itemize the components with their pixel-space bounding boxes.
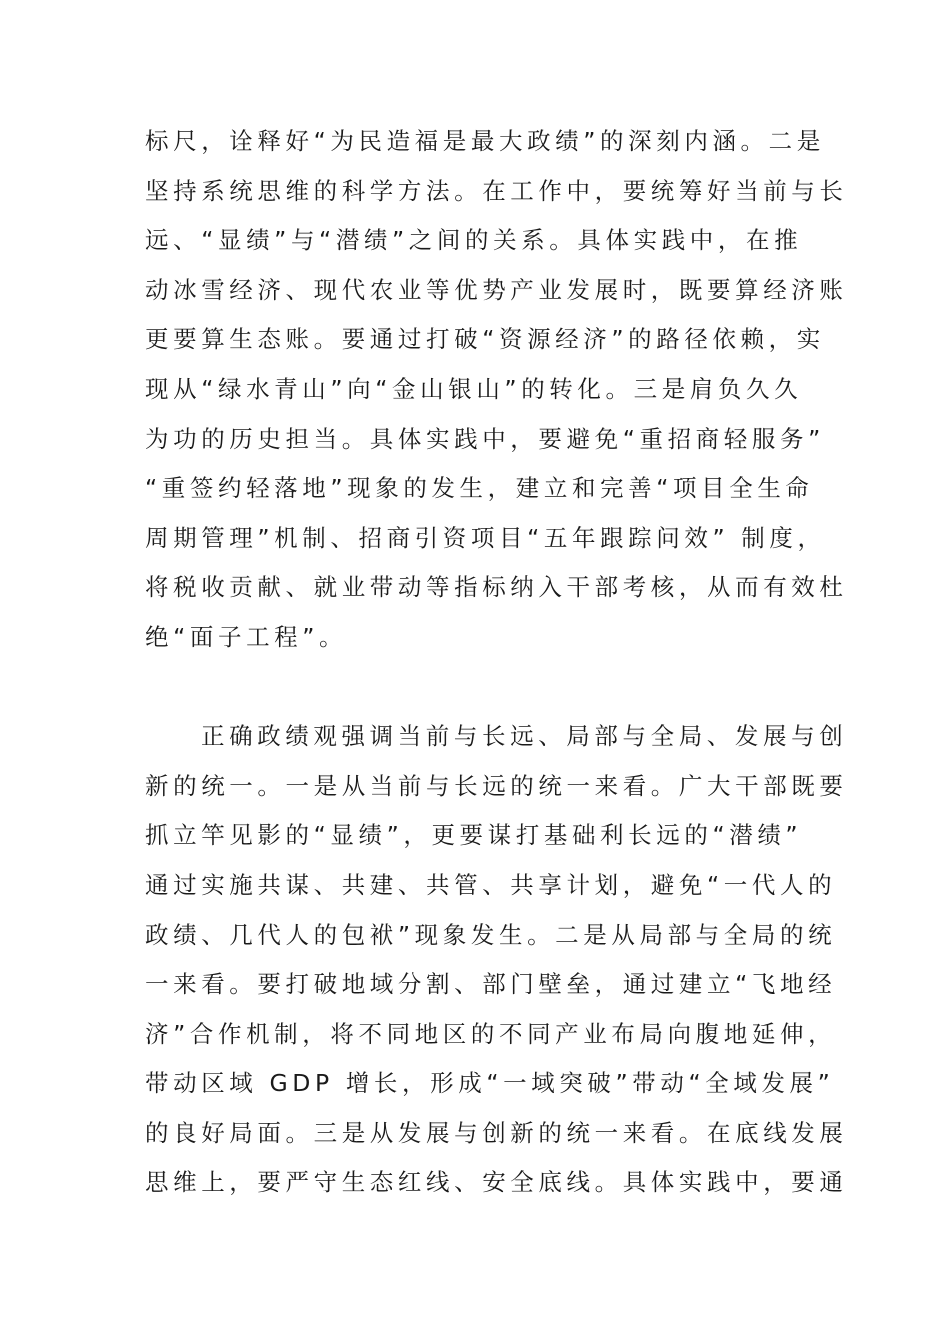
paragraph-1	[145, 117, 848, 663]
text-line: 动冰雪经济、现代农业等优势产业发展时，既要算经济账	[145, 275, 848, 304]
text-line: 标尺，诠释好“为民造福是最大政绩”的深刻内涵。二是	[145, 127, 825, 155]
text-line: 的良好局面。三是从发展与创新的统一来看。在底线发展	[145, 1118, 848, 1147]
text-line: 政绩、几代人的包袱”现象发生。二是从局部与全局的统	[145, 920, 837, 949]
text-line: 带动区域 GDP 增长，形成“一域突破”带动“全域发展”	[145, 1069, 835, 1098]
text-line: 思维上，要严守生态红线、安全底线。具体实践中，要通	[145, 1168, 848, 1197]
text-line: 周期管理”机制、招商引资项目“五年跟踪问效” 制度，	[145, 523, 826, 552]
text-line: 新的统一。一是从当前与长远的统一来看。广大干部既要	[145, 771, 848, 800]
text-line: 为功的历史担当。具体实践中，要避免“重招商轻服务”	[145, 424, 825, 453]
text-line: 将税收贡献、就业带动等指标纳入干部考核，从而有效杜	[145, 573, 848, 602]
document-page	[145, 117, 848, 1208]
text-line: 一来看。要打破地域分割、部门壁垒，通过建立“飞地经	[145, 970, 837, 999]
text-line: 通过实施共谋、共建、共管、共享计划，避免“一代人的	[145, 870, 837, 899]
paragraph-spacer	[145, 663, 805, 713]
text-line: “重签约轻落地”现象的发生，建立和完善“项目全生命	[145, 474, 814, 503]
text-line: 坚持系统思维的科学方法。在工作中，要统筹好当前与长	[145, 176, 848, 205]
text-line-indented: 正确政绩观强调当前与长远、局部与全局、发展与创	[201, 722, 848, 751]
text-line: 现从“绿水青山”向“金山银山”的转化。三是肩负久久	[145, 374, 803, 403]
text-line: 远、“显绩”与“潜绩”之间的关系。具体实践中，在推	[145, 226, 803, 255]
paragraph-2	[145, 712, 848, 1208]
text-line: 抓立竿见影的“显绩”，更要谋打基础利长远的“潜绩”	[145, 821, 803, 850]
text-line: 济”合作机制，将不同地区的不同产业布局向腹地延伸，	[145, 1019, 837, 1048]
text-line: 更要算生态账。要通过打破“资源经济”的路径依赖，实	[145, 325, 825, 354]
text-line: 绝“面子工程”。	[145, 622, 348, 651]
